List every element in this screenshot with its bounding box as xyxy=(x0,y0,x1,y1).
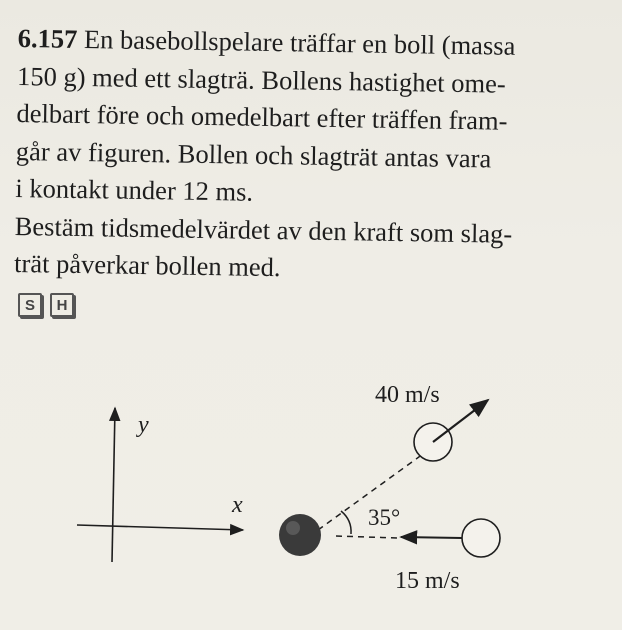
horizontal-dashed-line xyxy=(336,536,398,538)
problem-line-2: 150 g) med ett slagträ. Bollens hastighet ome- xyxy=(16,60,506,99)
coordinate-axes xyxy=(77,408,243,562)
problem-line-5: i kontakt under 12 ms. xyxy=(15,172,254,207)
speed-after-label: 40 m/s xyxy=(375,382,440,408)
problem-line-1: 6.157 En basebollspelare träffar en boll (massa xyxy=(17,22,516,61)
velocity-before-arrow xyxy=(401,537,462,538)
ball-highlight xyxy=(286,521,300,535)
y-axis xyxy=(112,408,115,562)
x-axis-label: x xyxy=(232,492,243,518)
angle-arc xyxy=(341,511,351,534)
problem-number: 6.157 xyxy=(17,22,78,54)
ball-before-hit xyxy=(462,519,500,557)
angle-label: 35° xyxy=(368,505,401,530)
problem-line-7: trät påverkar bollen med. xyxy=(13,247,281,283)
speed-before-label: 15 m/s xyxy=(395,568,460,594)
badge-s: S xyxy=(18,293,42,317)
ball-at-impact xyxy=(279,514,321,556)
problem-line-6: Bestäm tidsmedelvärdet av den kraft som slag- xyxy=(14,210,513,249)
velocity-after-arrow xyxy=(433,400,488,442)
badge-h: H xyxy=(50,293,74,317)
y-axis-label: y xyxy=(138,412,149,438)
problem-line-4: går av figuren. Bollen och slagträt antas vara xyxy=(15,135,492,173)
problem-line-3: delbart före och omedelbart efter träffen fram- xyxy=(16,97,508,136)
x-axis xyxy=(77,525,243,530)
